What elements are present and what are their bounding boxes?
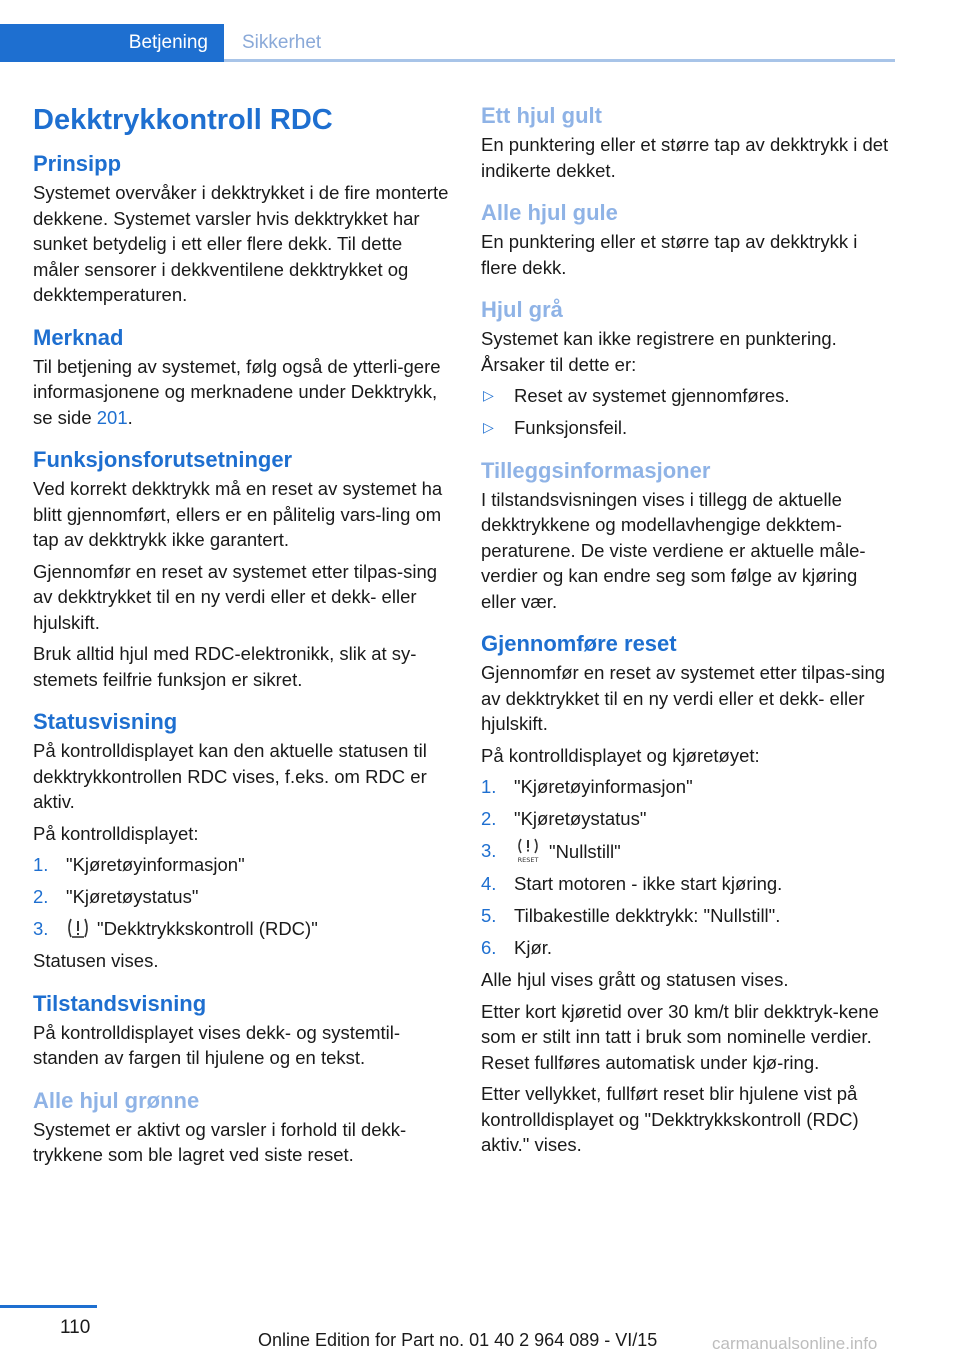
right-column [481,100,897,1172]
step-number: 1. [481,776,497,797]
step-number: 4. [481,873,497,894]
heading-tilleggsinformasjoner: Tilleggsinformasjoner [481,457,711,483]
step-number: 1. [33,854,49,875]
list-item [33,852,449,878]
step-text: Start motoren - ikke start kjøring. [514,873,783,894]
tire-pressure-warning-icon [66,917,90,939]
gra-bullets [481,383,897,441]
list-item [481,871,897,897]
tab-sikkerhet[interactable] [224,24,321,62]
section-prinsipp [33,148,449,308]
text-status-1: På kontrolldisplayet kan den aktuelle statusen til dekktrykkontrollen RDC vises, f.eks. om RDC er aktiv. [33,740,427,812]
section-statusvisning [33,706,449,974]
text-tillegg: I tilstandsvisningen vises i tillegg de aktuelle dekktrykkene og modellavhengige dekktem-peraturene. De viste verdiene er aktuelle måle-verdier og kan endre seg som følge av kjøring eller vær. [481,488,866,612]
text-reset-1: Gjennomfør en reset av systemet etter tilpas-sing av dekktrykket til en ny verdi eller et dekk- eller hjulskift. [481,662,886,734]
text-merknad [33,354,449,431]
text-prinsipp: Systemet overvåker i dekktrykket i de fire monterte dekkene. Systemet varsler hvis dekktrykket har sunket betydelig i ett eller flere dekk. Til dette måler sensorer i dekkventilene dekktrykket og dekktemperaturen. [33,182,449,305]
triangle-bullet-icon: ▷ [483,419,494,435]
left-column [33,100,449,1182]
section-merknad [33,322,449,431]
section-alle-hjul-gule [481,197,897,280]
step-text: "Kjøretøyinformasjon" [66,854,245,875]
heading-funksjonsforutsetninger: Funksjonsforutsetninger [33,447,293,472]
step-number: 3. [481,840,497,861]
text-reset-2: På kontrolldisplayet og kjøretøyet: [481,744,760,766]
text-reset-3: Alle hjul vises grått og statusen vises. [481,969,789,990]
edition-footer: Online Edition for Part no. 01 40 2 964 089 - VI/15 [258,1330,658,1350]
bullet-text: Reset av systemet gjennomføres. [514,385,790,406]
bullet-text: Funksjonsfeil. [514,417,628,438]
page-title: Dekktrykkontroll RDC [33,104,333,136]
reset-steps [481,774,897,961]
text-funksjon-2: Gjennomfør en reset av systemet etter tilpas-sing av dekktrykket til en ny verdi eller et dekk- eller hjulskift. [33,560,438,633]
section-gjennomfore-reset [481,628,897,1158]
section-ett-hjul-gult [481,100,897,183]
step-number: 3. [33,918,49,939]
page-link-201[interactable]: 201 [96,406,128,428]
list-item [33,916,449,942]
step-text: "Kjøretøyinformasjon" [514,776,693,797]
tab-betjening[interactable] [0,24,224,62]
triangle-bullet-icon: ▷ [483,387,494,403]
heading-tilstandsvisning: Tilstandsvisning [33,990,207,1016]
text-reset-4: Etter kort kjøretid over 30 km/t blir dekktryk-kene som er stilt inn tatt i bruk som nominelle verdier. Reset fullføres automatisk under kjø-ring. [481,1000,879,1073]
list-item [481,838,897,865]
section-tilstandsvisning [33,988,449,1071]
list-item [481,806,897,832]
heading-prinsipp: Prinsipp [33,151,122,176]
merknad-period: . [127,406,133,428]
section-funksjonsforutsetninger [33,444,449,692]
footer-rule [0,1305,97,1308]
tab-divider-line [224,59,895,62]
watermark: carmanualsonline.info [712,1334,878,1353]
section-hjul-gra [481,294,897,441]
step-number: 2. [481,808,497,829]
step-number: 6. [481,937,497,958]
svg-text:RESET: RESET [517,856,539,864]
heading-alle-hjul-gule: Alle hjul gule [481,200,618,225]
section-alle-hjul-gronne [33,1085,449,1168]
tab-betjening-label: Betjening [128,32,208,53]
text-funksjon-1: Ved korrekt dekktrykk må en reset av systemet ha blitt gjennomført, ellers er en pålitelig vars-ling om tap av dekktrykk ikke garantert. [33,478,443,550]
tire-reset-icon [514,838,542,864]
text-ett-gult: En punktering eller et større tap av dekktrykk i det indikerte dekket. [481,134,889,181]
merknad-text: Til betjening av systemet, følg også de ytterli-gere informasjonene og merknadene under Dekktrykk, se side [33,355,441,428]
list-item [481,383,897,409]
heading-statusvisning: Statusvisning [33,709,178,734]
heading-merknad: Merknad [33,324,124,350]
text-tilstand: På kontrolldisplayet vises dekk- og systemtil-standen av fargen til hjulene og en tekst. [33,1021,401,1068]
heading-hjul-gra: Hjul grå [481,297,563,322]
status-steps [33,852,449,942]
tab-sikkerhet-label: Sikkerhet [242,32,322,53]
text-status-after: Statusen vises. [33,950,159,971]
step-text: "Nullstill" [549,841,621,862]
step-text: Kjør. [514,937,553,958]
text-funksjon-3: Bruk alltid hjul med RDC-elektronikk, slik at sy-stemets feilfrie funksjon er sikret. [33,643,417,690]
list-item [481,935,897,961]
text-reset-5: Etter vellykket, fullført reset blir hjulene vist på kontrolldisplayet og "Dekktrykkskontroll (RDC) aktiv." vises. [481,1083,859,1155]
chapter-tabs [0,24,895,62]
list-item [481,774,897,800]
page-number: 110 [60,1317,91,1338]
text-status-2: På kontrolldisplayet: [33,822,199,844]
list-item [481,903,897,929]
text-gronne: Systemet er aktivt og varsler i forhold til dekk-trykkene som ble lagret ved siste reset. [33,1118,407,1165]
step-text: "Kjøretøystatus" [66,886,199,907]
list-item [481,415,897,441]
text-alle-gule: En punktering eller et større tap av dekktrykk i flere dekk. [481,231,858,278]
section-tilleggsinformasjoner [481,455,897,615]
heading-ett-hjul-gult: Ett hjul gult [481,103,602,128]
step-text: "Dekktrykkskontroll (RDC)" [97,918,318,939]
heading-alle-hjul-gronne: Alle hjul grønne [33,1087,200,1113]
text-gra: Systemet kan ikke registrere en punktering. Årsaker til dette er: [481,328,837,375]
list-item [33,884,449,910]
step-text: "Kjøretøystatus" [514,808,647,829]
heading-gjennomfore-reset: Gjennomføre reset [481,631,677,656]
step-number: 2. [33,886,49,907]
step-text: Tilbakestille dekktrykk: "Nullstill". [514,905,781,926]
step-number: 5. [481,905,497,926]
